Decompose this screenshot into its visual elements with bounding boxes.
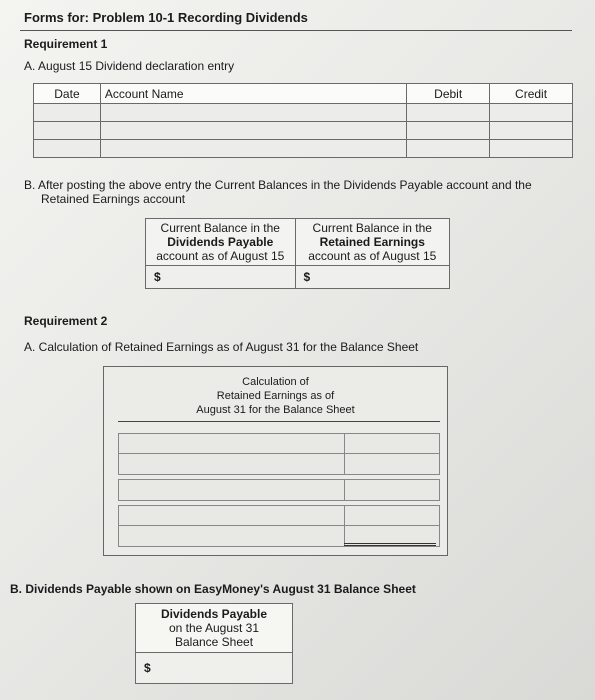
journal-debit-cell[interactable] — [407, 140, 490, 158]
requirement-2b-label: B. Dividends Payable shown on EasyMoney's August 31 Balance Sheet — [10, 582, 416, 596]
journal-credit-cell[interactable] — [490, 104, 573, 122]
table-row — [136, 653, 293, 684]
table-row — [34, 122, 573, 140]
header-line-account: Retained Earnings — [319, 235, 425, 249]
journal-account-cell[interactable] — [100, 122, 406, 140]
table-row — [34, 140, 573, 158]
page-title: Forms for: Problem 10-1 Recording Dividends — [24, 10, 308, 25]
journal-col-debit: Debit — [407, 84, 490, 104]
header-line: Dividends Payable — [160, 607, 268, 621]
journal-credit-cell[interactable] — [490, 122, 573, 140]
dividends-payable-header — [136, 604, 293, 653]
column-divider — [344, 506, 345, 526]
dividends-payable-balance-input[interactable]: $ — [146, 266, 296, 289]
calculation-row[interactable] — [118, 479, 440, 501]
dividends-header-row — [136, 604, 293, 653]
current-balances-table — [145, 218, 450, 289]
header-line: on the August 31 — [168, 621, 260, 635]
header-line: account as of August 15 — [156, 249, 285, 263]
header-line: Current Balance in the — [312, 221, 432, 235]
journal-col-date: Date — [34, 84, 101, 104]
journal-date-cell[interactable] — [34, 122, 101, 140]
requirement-1a-label: A. August 15 Dividend declaration entry — [24, 59, 235, 73]
total-double-underline — [344, 543, 436, 546]
header-line: Current Balance in the — [160, 221, 280, 235]
requirement-2-heading: Requirement 2 — [24, 314, 108, 328]
calculation-heading — [104, 375, 447, 417]
retained-earnings-calculation-form — [103, 366, 448, 556]
journal-credit-cell[interactable] — [490, 140, 573, 158]
header-line-account: Dividends Payable — [167, 235, 274, 249]
calculation-row[interactable] — [118, 505, 440, 527]
requirement-2a-label: A. Calculation of Retained Earnings as of August 31 for the Balance Sheet — [24, 340, 419, 354]
calculation-heading-line: Calculation of — [242, 376, 309, 388]
calculation-row[interactable] — [118, 433, 440, 455]
column-divider — [344, 434, 345, 454]
calculation-heading-line: Retained Earnings as of — [216, 390, 335, 402]
column-divider — [344, 454, 345, 474]
calculation-row[interactable] — [118, 453, 440, 475]
title-divider — [20, 30, 572, 31]
retained-earnings-balance-input[interactable]: $ — [295, 266, 449, 289]
journal-entry-table — [33, 83, 573, 158]
journal-debit-cell[interactable] — [407, 104, 490, 122]
journal-date-cell[interactable] — [34, 104, 101, 122]
column-divider — [344, 480, 345, 500]
journal-col-credit: Credit — [490, 84, 573, 104]
dividends-payable-balance-sheet-form — [135, 603, 293, 684]
header-line: Balance Sheet — [174, 635, 254, 649]
calculation-heading-line: August 31 for the Balance Sheet — [196, 404, 355, 416]
balances-header-row — [146, 219, 450, 266]
dividends-payable-amount-input[interactable]: $ — [136, 653, 293, 684]
retained-earnings-balance-header — [295, 219, 449, 266]
requirement-1b-line-2: Retained Earnings account — [41, 192, 186, 206]
journal-debit-cell[interactable] — [407, 122, 490, 140]
journal-account-cell[interactable] — [100, 140, 406, 158]
table-row — [146, 266, 450, 289]
journal-account-cell[interactable] — [100, 104, 406, 122]
requirement-1b-line-1: B. After posting the above entry the Current Balances in the Dividends Payable account and the — [24, 178, 532, 192]
table-row — [34, 104, 573, 122]
calculation-heading-rule — [118, 421, 440, 422]
requirement-1b-label — [24, 178, 584, 206]
journal-col-account: Account Name — [100, 84, 406, 104]
journal-header-row — [34, 84, 573, 104]
requirement-1-heading: Requirement 1 — [24, 37, 108, 51]
dividends-payable-balance-header — [146, 219, 296, 266]
journal-date-cell[interactable] — [34, 140, 101, 158]
header-line: account as of August 15 — [308, 249, 437, 263]
